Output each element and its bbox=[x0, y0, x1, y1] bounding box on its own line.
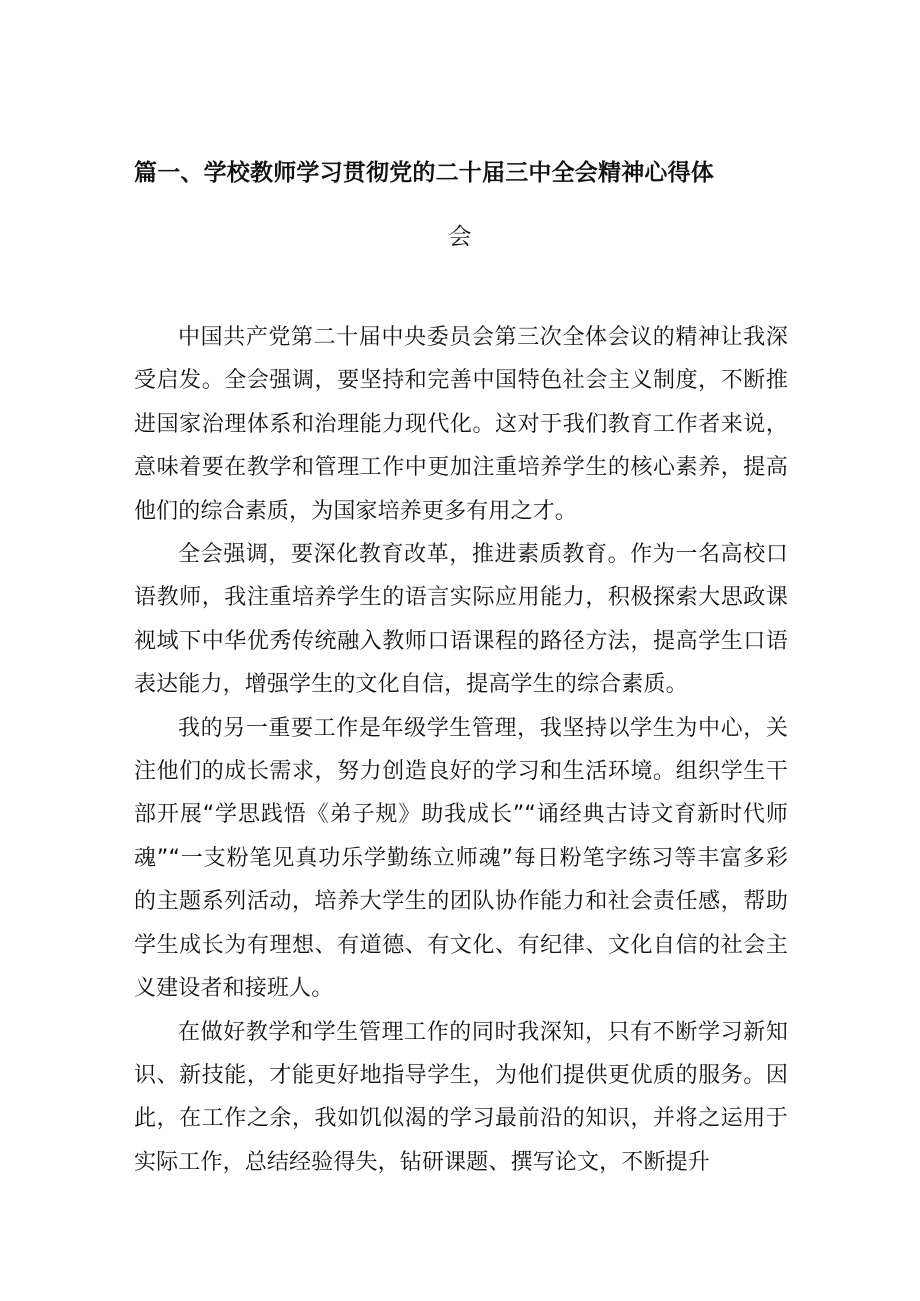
document-body bbox=[134, 316, 788, 1184]
paragraph-2: 全会强调，要深化教育改革，推进素质教育。作为一名高校口语教师，我注重培养学生的语言实际应用能力，积极探索大思政课视域下中华优秀传统融入教师口语课程的路径方法，提高学生口语表达能力，增强学生的文化自信，提高学生的综合素质。 bbox=[134, 542, 788, 698]
paragraph-3: 我的另一重要工作是年级学生管理，我坚持以学生为中心，关注他们的成长需求，努力创造良好的学习和生活环境。组织学生干部开展“学思践悟《弟子规》助我成长”“诵经典古诗文育新时代师魂”“一支粉笔见真功乐学勤练立师魂”每日粉笔字练习等丰富多彩的主题系列活动，培养大学生的团队协作能力和社会责任感，帮助学生成长为有理想、有道德、有文化、有纪律、文化自信的社会主义建设者和接班人。 bbox=[134, 715, 788, 1002]
paragraph-4: 在做好教学和学生管理工作的同时我深知，只有不断学习新知识、新技能，才能更好地指导学生，为他们提供更优质的服务。因此，在工作之余，我如饥似渴的学习最前沿的知识，并将之运用于实际工作，总结经验得失，钻研课题、撰写论文，不断提升 bbox=[134, 1019, 788, 1175]
paragraph-1: 中国共产党第二十届中央委员会第三次全体会议的精神让我深受启发。全会强调，要坚持和完善中国特色社会主义制度，不断推进国家治理体系和治理能力现代化。这对于我们教育工作者来说，意味着要在教学和管理工作中更加注重培养学生的核心素养，提高他们的综合素质，为国家培养更多有用之才。 bbox=[134, 325, 788, 524]
document-title: 篇一、学校教师学习贯彻党的二十届三中全会精神心得体 bbox=[134, 160, 714, 186]
document-title-continuation: 会 bbox=[448, 224, 472, 250]
